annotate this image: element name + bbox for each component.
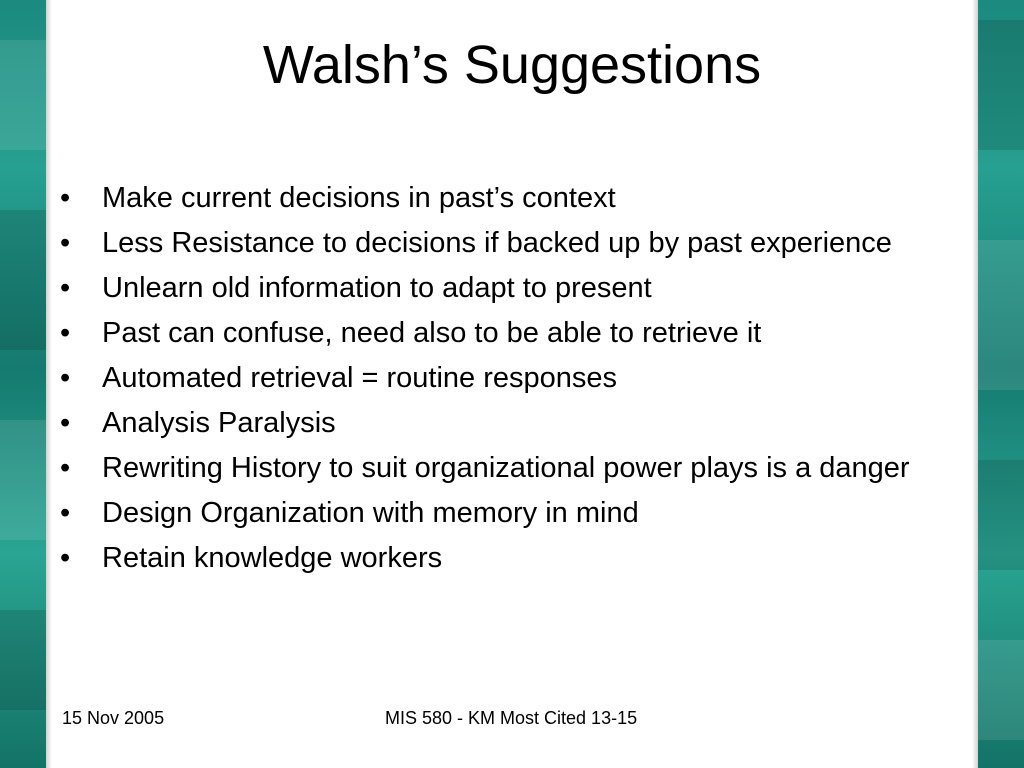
- bullet-text: Retain knowledge workers: [102, 542, 443, 574]
- bullet-text: Make current decisions in past’s context: [102, 182, 616, 214]
- bullet-text: Rewriting History to suit organizational power plays is a danger: [102, 452, 910, 484]
- slide-title: Walsh’s Suggestions: [262, 35, 762, 95]
- right-band-shadow: [972, 0, 978, 768]
- bullet-marker: •: [60, 227, 71, 259]
- bullet-marker: •: [60, 542, 71, 574]
- bullet-marker: •: [60, 497, 71, 529]
- bullet-text: Past can confuse, need also to be able to retrieve it: [102, 317, 762, 349]
- bullet-marker: •: [60, 452, 71, 484]
- bullet-item: [58, 405, 948, 441]
- footer-course-label: MIS 580 - KM Most Cited 13-15: [385, 708, 638, 728]
- bullet-marker: •: [60, 407, 71, 439]
- bullet-marker: •: [60, 182, 71, 214]
- bullet-text: Analysis Paralysis: [102, 407, 336, 439]
- bullet-item: [58, 450, 948, 486]
- right-band-facet: [978, 460, 1024, 570]
- footer-date: 15 Nov 2005: [62, 708, 165, 728]
- right-band-facet: [978, 240, 1024, 390]
- right-decorative-band: [978, 0, 1024, 768]
- left-band-shadow: [46, 0, 52, 768]
- bullet-item: [58, 270, 948, 306]
- bullet-marker: •: [60, 317, 71, 349]
- left-band-facet: [0, 210, 46, 350]
- bullet-text: Unlearn old information to adapt to present: [102, 272, 652, 304]
- bullet-item: [58, 495, 948, 531]
- bullet-item: [58, 180, 948, 216]
- bullet-marker: •: [60, 362, 71, 394]
- bullet-item: [58, 225, 948, 261]
- bullet-item: [58, 315, 948, 351]
- right-band-facet: [978, 640, 1024, 740]
- bullet-text: Less Resistance to decisions if backed up by past experience: [102, 227, 892, 259]
- right-band-facet: [978, 20, 1024, 150]
- left-decorative-band: [0, 0, 46, 768]
- left-band-facet: [0, 420, 46, 540]
- bullet-text: Automated retrieval = routine responses: [102, 362, 618, 394]
- bullet-marker: •: [60, 272, 71, 304]
- bullet-text: Design Organization with memory in mind: [102, 497, 639, 529]
- bullet-list: [58, 180, 948, 585]
- bullet-item: [58, 360, 948, 396]
- left-band-facet: [0, 40, 46, 150]
- left-band-facet: [0, 610, 46, 710]
- bullet-item: [58, 540, 948, 576]
